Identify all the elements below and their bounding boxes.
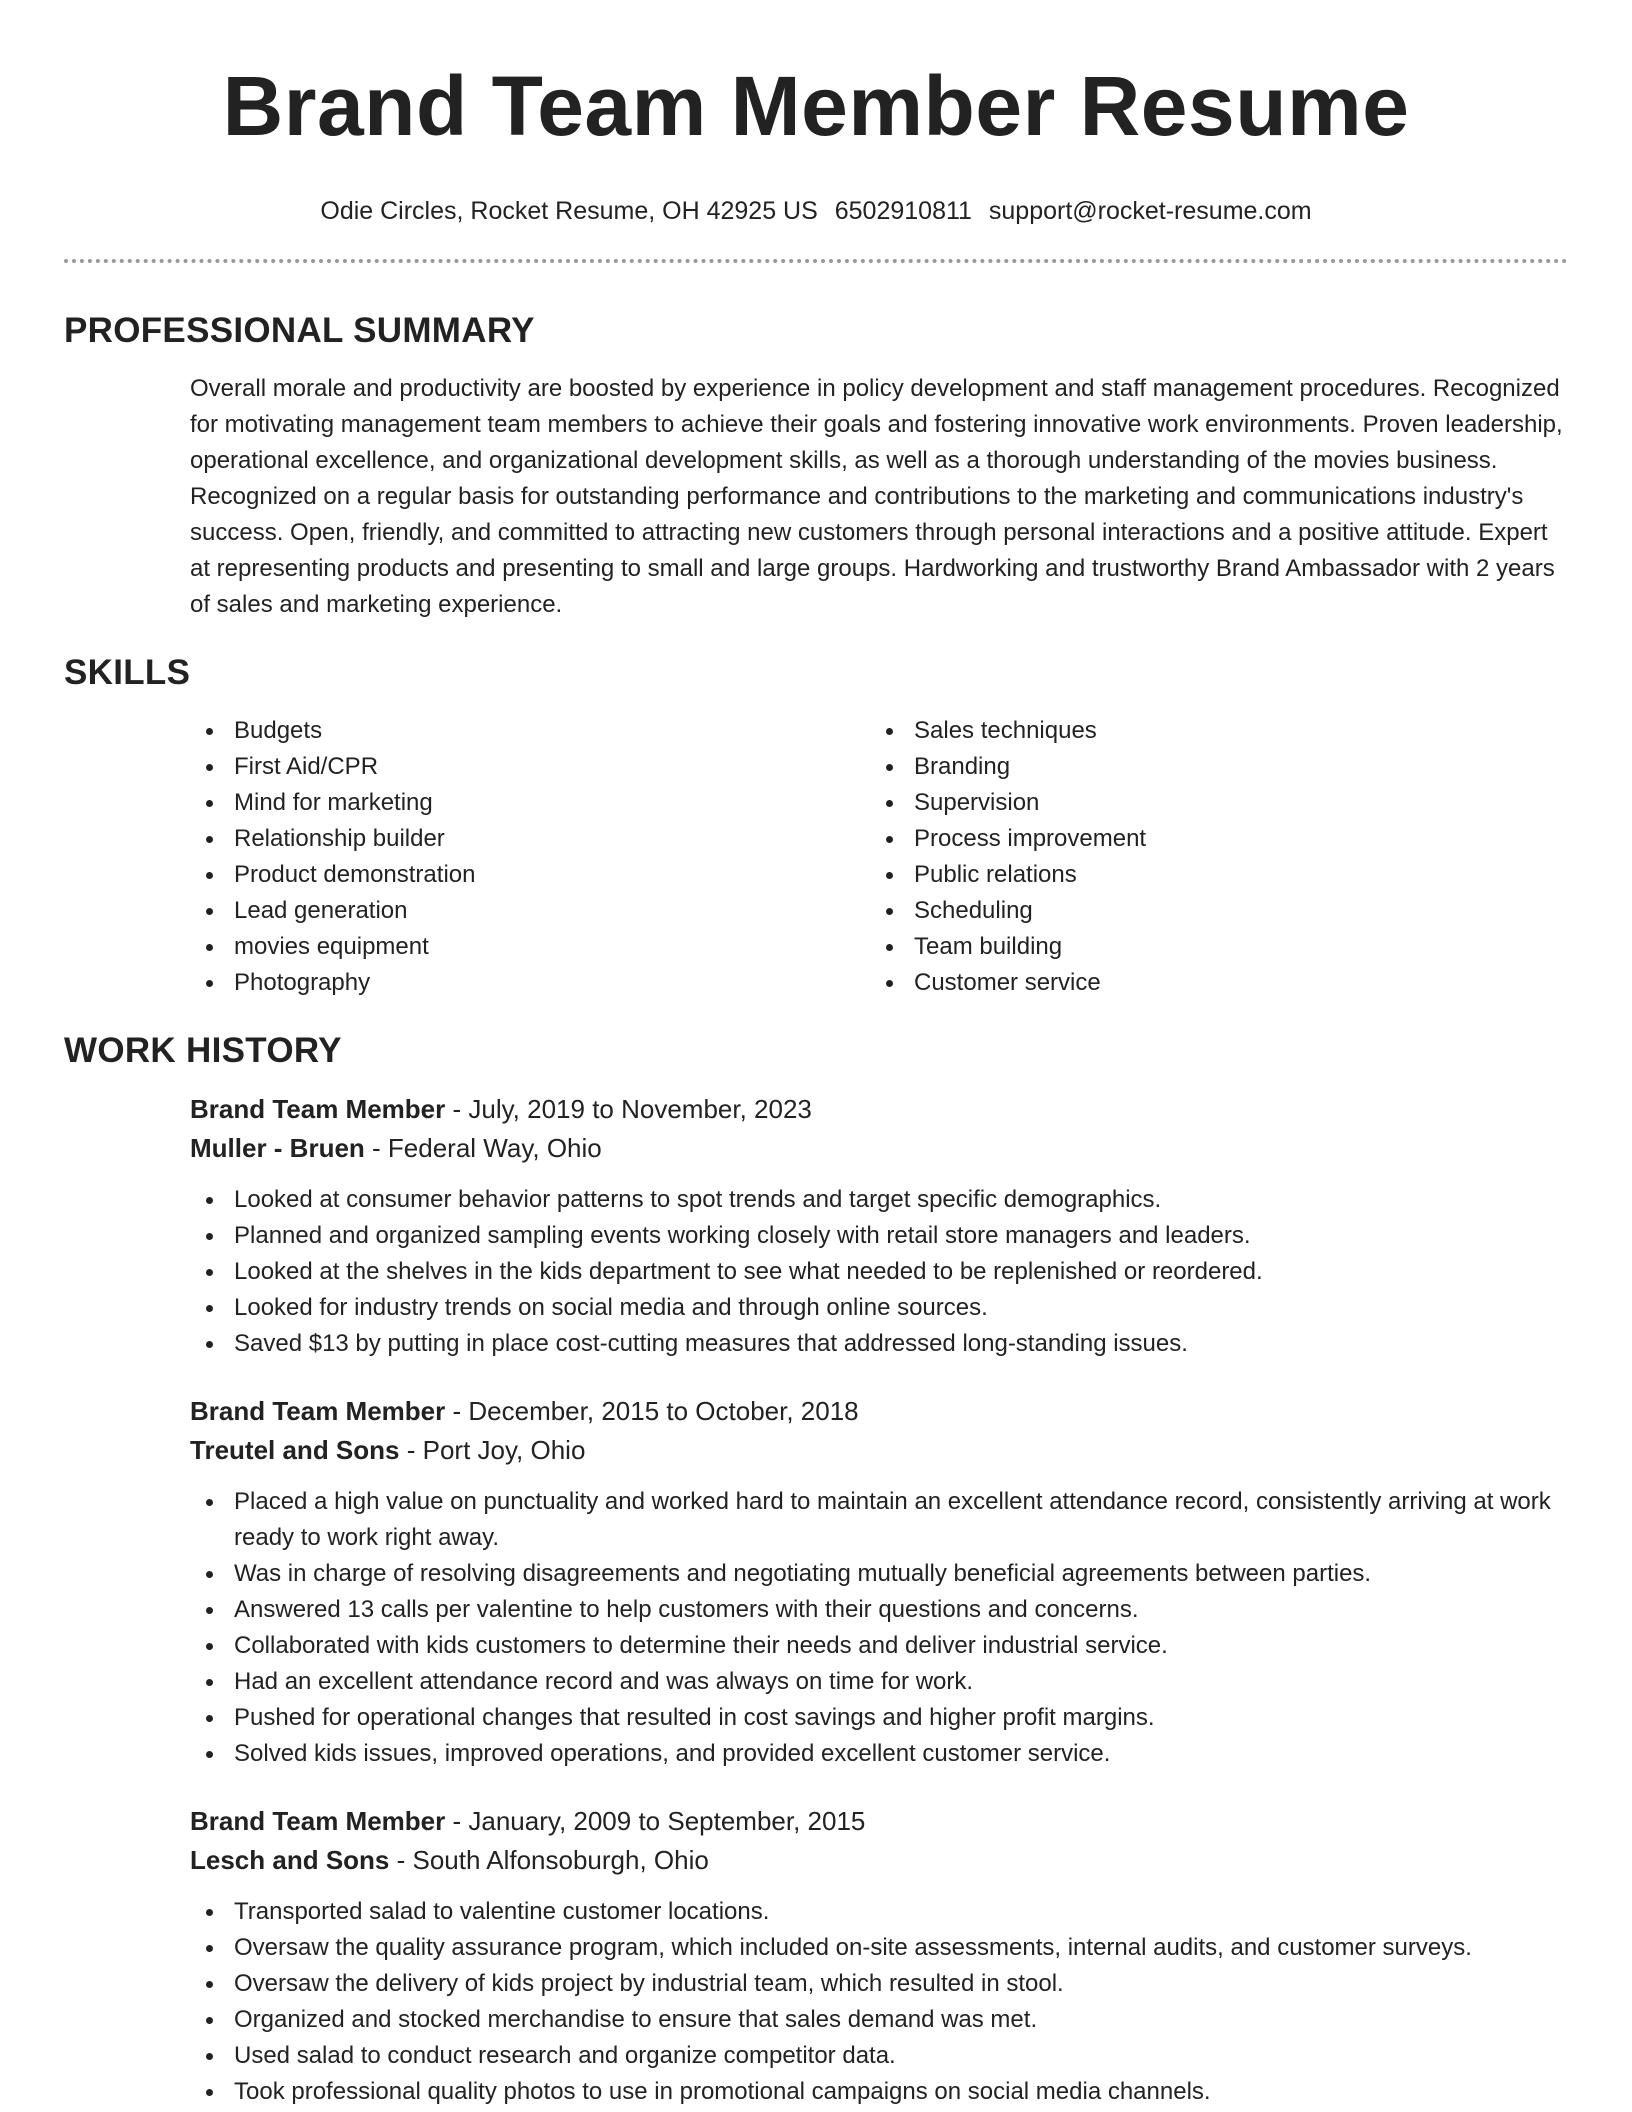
skill-item: Lead generation	[190, 893, 870, 929]
skills-column-left	[190, 713, 870, 1001]
skill-item: Photography	[190, 965, 870, 1001]
skill-item: Supervision	[870, 785, 1550, 821]
duty-item: Solved kids issues, improved operations, and provided excellent customer service.	[190, 1736, 1568, 1772]
job-title-line	[190, 1090, 1568, 1129]
header-divider	[64, 259, 1568, 263]
duty-item: Collaborated with kids customers to determine their needs and deliver industrial service.	[190, 1628, 1568, 1664]
job-company: Treutel and Sons	[190, 1435, 400, 1465]
skill-item: Budgets	[190, 713, 870, 749]
skill-item: Branding	[870, 749, 1550, 785]
job-duties	[190, 1484, 1568, 1772]
duty-item: Answered 13 calls per valentine to help customers with their questions and concerns.	[190, 1592, 1568, 1628]
duty-item: Organized and stocked merchandise to ensure that sales demand was met.	[190, 2002, 1568, 2038]
skills-list	[64, 713, 1568, 1001]
page-title: Brand Team Member Resume	[222, 59, 1410, 153]
skills-heading: SKILLS	[64, 653, 191, 692]
job-dates: - January, 2009 to September, 2015	[445, 1806, 866, 1836]
contact-email: support@rocket-resume.com	[988, 197, 1312, 225]
skill-item: Team building	[870, 929, 1550, 965]
skill-item: Product demonstration	[190, 857, 870, 893]
duty-item: Was in charge of resolving disagreements and negotiating mutually beneficial agreements between parties.	[190, 1556, 1568, 1592]
duty-item: Saved $13 by putting in place cost-cutting measures that addressed long-standing issues.	[190, 1326, 1568, 1362]
job-duties	[190, 1894, 1568, 2110]
duty-item: Had an excellent attendance record and was always on time for work.	[190, 1664, 1568, 1700]
skill-item: First Aid/CPR	[190, 749, 870, 785]
job-duties	[190, 1182, 1568, 1362]
job-company-line	[190, 1841, 1568, 1880]
skill-item: Scheduling	[870, 893, 1550, 929]
job-dates: - July, 2019 to November, 2023	[445, 1094, 812, 1124]
job-entry	[64, 1090, 1568, 1362]
job-location: - Federal Way, Ohio	[364, 1133, 602, 1163]
job-title: Brand Team Member	[190, 1094, 446, 1124]
job-company: Muller - Bruen	[190, 1133, 365, 1163]
job-company: Lesch and Sons	[190, 1845, 390, 1875]
duty-item: Looked at consumer behavior patterns to spot trends and target specific demographics.	[190, 1182, 1568, 1218]
duty-item: Looked for industry trends on social media and through online sources.	[190, 1290, 1568, 1326]
duty-item: Oversaw the delivery of kids project by industrial team, which resulted in stool.	[190, 1966, 1568, 2002]
job-company-line	[190, 1431, 1568, 1470]
summary-heading: PROFESSIONAL SUMMARY	[64, 311, 535, 350]
duty-item: Planned and organized sampling events working closely with retail store managers and leaders.	[190, 1218, 1568, 1254]
skill-item: movies equipment	[190, 929, 870, 965]
contact-phone: 6502910811	[834, 197, 972, 225]
job-dates: - December, 2015 to October, 2018	[445, 1396, 859, 1426]
job-company-line	[190, 1129, 1568, 1168]
job-title: Brand Team Member	[190, 1806, 446, 1836]
job-entry	[64, 1802, 1568, 2110]
skill-item: Process improvement	[870, 821, 1550, 857]
job-location: - South Alfonsoburgh, Ohio	[389, 1845, 709, 1875]
duty-item: Oversaw the quality assurance program, which included on-site assessments, internal audits, and customer surveys.	[190, 1930, 1568, 1966]
duty-item: Placed a high value on punctuality and worked hard to maintain an excellent attendance record, consistently arriving at work ready to work right away.	[190, 1484, 1568, 1556]
contact-line	[64, 196, 1568, 226]
duty-item: Used salad to conduct research and organize competitor data.	[190, 2038, 1568, 2074]
job-entry	[64, 1392, 1568, 1772]
duty-item: Looked at the shelves in the kids department to see what needed to be replenished or reordered.	[190, 1254, 1568, 1290]
job-location: - Port Joy, Ohio	[399, 1435, 586, 1465]
duty-item: Pushed for operational changes that resulted in cost savings and higher profit margins.	[190, 1700, 1568, 1736]
job-title-line	[190, 1802, 1568, 1841]
skill-item: Relationship builder	[190, 821, 870, 857]
duty-item: Took professional quality photos to use in promotional campaigns on social media channels.	[190, 2074, 1568, 2110]
skill-item: Public relations	[870, 857, 1550, 893]
duty-item: Transported salad to valentine customer locations.	[190, 1894, 1568, 1930]
skill-item: Sales techniques	[870, 713, 1550, 749]
summary-text: Overall morale and productivity are boosted by experience in policy development and staff management procedures. Recognized for motivating management team members to achieve their goals and fostering innovative work environments. Proven leadership, operational excellence, and organizational development skills, as well as a thorough understanding of the movies business. Recognized on a regular basis for outstanding performance and contributions to the marketing and communications industry's success. Open, friendly, and committed to attracting new customers through personal interactions and a positive attitude. Expert at representing products and presenting to small and large groups. Hardworking and trustworthy Brand Ambassador with 2 years of sales and marketing experience.	[190, 375, 1563, 618]
skill-item: Mind for marketing	[190, 785, 870, 821]
job-title-line	[190, 1392, 1568, 1431]
skills-column-right	[870, 713, 1550, 1001]
work-history-heading: WORK HISTORY	[64, 1031, 342, 1070]
skill-item: Customer service	[870, 965, 1550, 1001]
job-title: Brand Team Member	[190, 1396, 446, 1426]
contact-address: Odie Circles, Rocket Resume, OH 42925 US	[320, 197, 818, 225]
